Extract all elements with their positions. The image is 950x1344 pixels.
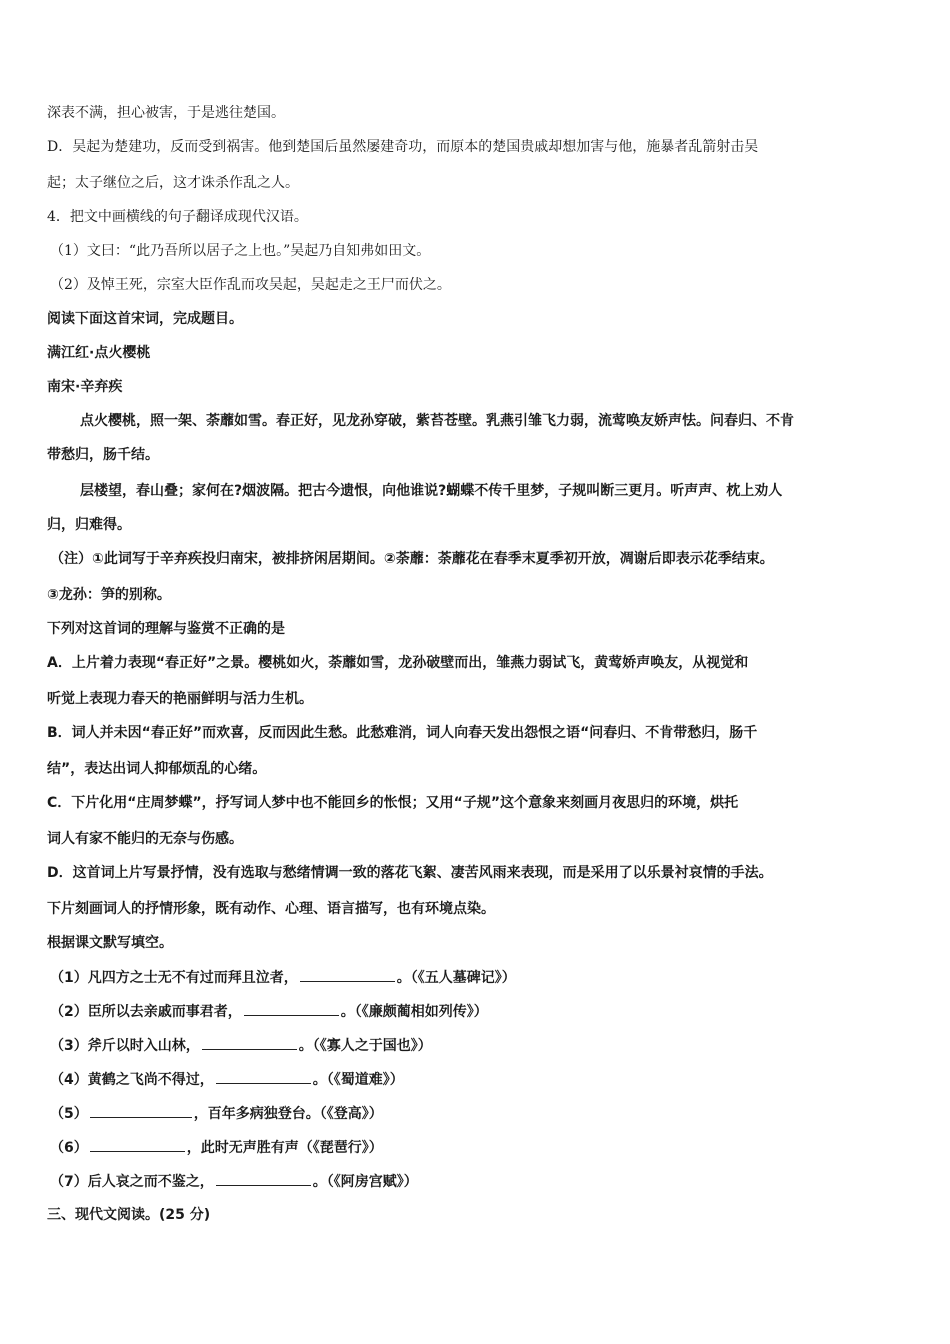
fill-blank-before: （3）斧斤以时入山林， [50, 1038, 200, 1054]
fill-blank-before: （6） [50, 1140, 88, 1156]
fill-blank-item [50, 1035, 432, 1056]
fill-blank-before: （2）臣所以去亲戚而事君者， [50, 1004, 242, 1020]
poem-note-line1: （注）①此词写于辛弃疾投归南宋，被排挤闲居期间。②荼蘼：荼蘼花在春季末夏季初开放，凋谢后即表示花季结束。 [50, 551, 774, 567]
fill-blank-after: 。（《廉颇蔺相如列传》） [340, 1004, 488, 1020]
answer-blank[interactable] [90, 1137, 185, 1152]
answer-blank[interactable] [244, 1001, 339, 1016]
poem-option-d-line2: 下片刻画词人的抒情形象，既有动作、心理、语言描写，也有环境点染。 [47, 901, 495, 917]
answer-blank[interactable] [90, 1103, 192, 1118]
fill-blank-after: 。（《五人墓碑记》） [396, 970, 516, 986]
fill-blank-before: （1）凡四方之士无不有过而拜且泣者， [50, 970, 298, 986]
fill-blank-item [50, 1103, 383, 1124]
answer-blank[interactable] [202, 1035, 297, 1050]
q3-option-d-line1: D．吴起为楚建功，反而受到祸害。他到楚国后虽然屡建奇功，而原本的楚国贵戚却想加害与他，施暴者乱箭射击吴 [47, 139, 759, 155]
poem-para2-line2: 归，归难得。 [47, 517, 131, 533]
q3-option-d-line2: 起；太子继位之后，这才诛杀作乱之人。 [47, 175, 299, 191]
answer-blank[interactable] [216, 1171, 311, 1186]
fill-blank-before: （5） [50, 1106, 88, 1122]
fill-blank-item [50, 1171, 418, 1192]
poem-para1-line2: 带愁归，肠千结。 [47, 447, 159, 463]
poem-title: 满江红·点火樱桃 [47, 345, 151, 361]
poem-option-a-line2: 听觉上表现力春天的艳丽鲜明与活力生机。 [47, 691, 313, 707]
fill-blank-item [50, 1069, 404, 1090]
fill-blank-after: 。（《寡人之于国也》） [298, 1038, 432, 1054]
poem-instruction: 阅读下面这首宋词，完成题目。 [47, 311, 243, 327]
poem-option-c-line1: C．下片化用“庄周梦蝶”，抒写词人梦中也不能回乡的怅恨；又用“子规”这个意象来刻画月夜思归的环境，烘托 [47, 795, 739, 811]
poem-option-a-line1: A．上片着力表现“春正好”之景。樱桃如火，荼蘼如雪，龙孙破壁而出，雏燕力弱试飞，黄莺娇声唤友，从视觉和 [47, 655, 749, 671]
fill-blank-after: 。（《蜀道难》） [312, 1072, 404, 1088]
q4-item-1: （1）文曰：“此乃吾所以居子之上也。”吴起乃自知弗如田文。 [50, 243, 431, 259]
fill-blank-item [50, 1001, 488, 1022]
answer-blank[interactable] [216, 1069, 311, 1084]
poem-note-line2: ③龙孙：笋的别称。 [47, 587, 171, 603]
poem-para1-line1: 点火樱桃，照一架、荼蘼如雪。春正好，见龙孙穿破，紫苔苍壁。乳燕引雏飞力弱，流莺唤友娇声怯。问春归、不肯 [80, 413, 794, 429]
fill-blank-item [50, 1137, 383, 1158]
fill-blank-item [50, 967, 516, 988]
q4-item-2: （2）及悼王死，宗室大臣作乱而攻吴起，吴起走之王尸而伏之。 [50, 277, 451, 293]
poem-option-b-line1: B．词人并未因“春正好”而欢喜，反而因此生愁。此愁难消，词人向春天发出怨恨之语“问春归、不肯带愁归，肠千 [47, 725, 758, 741]
q3-option-c-tail: 深表不满，担心被害，于是逃往楚国。 [47, 105, 285, 121]
fill-blank-before: （7）后人哀之而不鉴之， [50, 1174, 214, 1190]
q4-title: 4．把文中画横线的句子翻译成现代汉语。 [47, 209, 308, 225]
fill-blank-after: ，此时无声胜有声（《琵琶行》） [186, 1140, 383, 1156]
fill-blank-after: ，百年多病独登台。（《登高》） [193, 1106, 383, 1122]
poem-question-stem: 下列对这首词的理解与鉴赏不正确的是 [47, 621, 285, 637]
fill-blank-instruction: 根据课文默写填空。 [47, 935, 173, 951]
section-3-title: 三、现代文阅读。(25 分) [47, 1207, 211, 1223]
fill-blank-before: （4）黄鹤之飞尚不得过， [50, 1072, 214, 1088]
poem-author: 南宋·辛弃疾 [47, 379, 123, 395]
answer-blank[interactable] [300, 967, 395, 982]
fill-blank-after: 。（《阿房宫赋》） [312, 1174, 418, 1190]
poem-option-b-line2: 结”，表达出词人抑郁烦乱的心绪。 [47, 761, 267, 777]
poem-option-c-line2: 词人有家不能归的无奈与伤感。 [47, 831, 243, 847]
poem-para2-line1: 层楼望，春山叠；家何在?烟波隔。把古今遗恨，向他谁说?蝴蝶不传千里梦，子规叫断三更月。听声声、枕上劝人 [80, 483, 783, 499]
poem-option-d-line1: D．这首词上片写景抒情，没有选取与愁绪情调一致的落花飞絮、凄苦风雨来表现，而是采用了以乐景衬哀情的手法。 [47, 865, 773, 881]
